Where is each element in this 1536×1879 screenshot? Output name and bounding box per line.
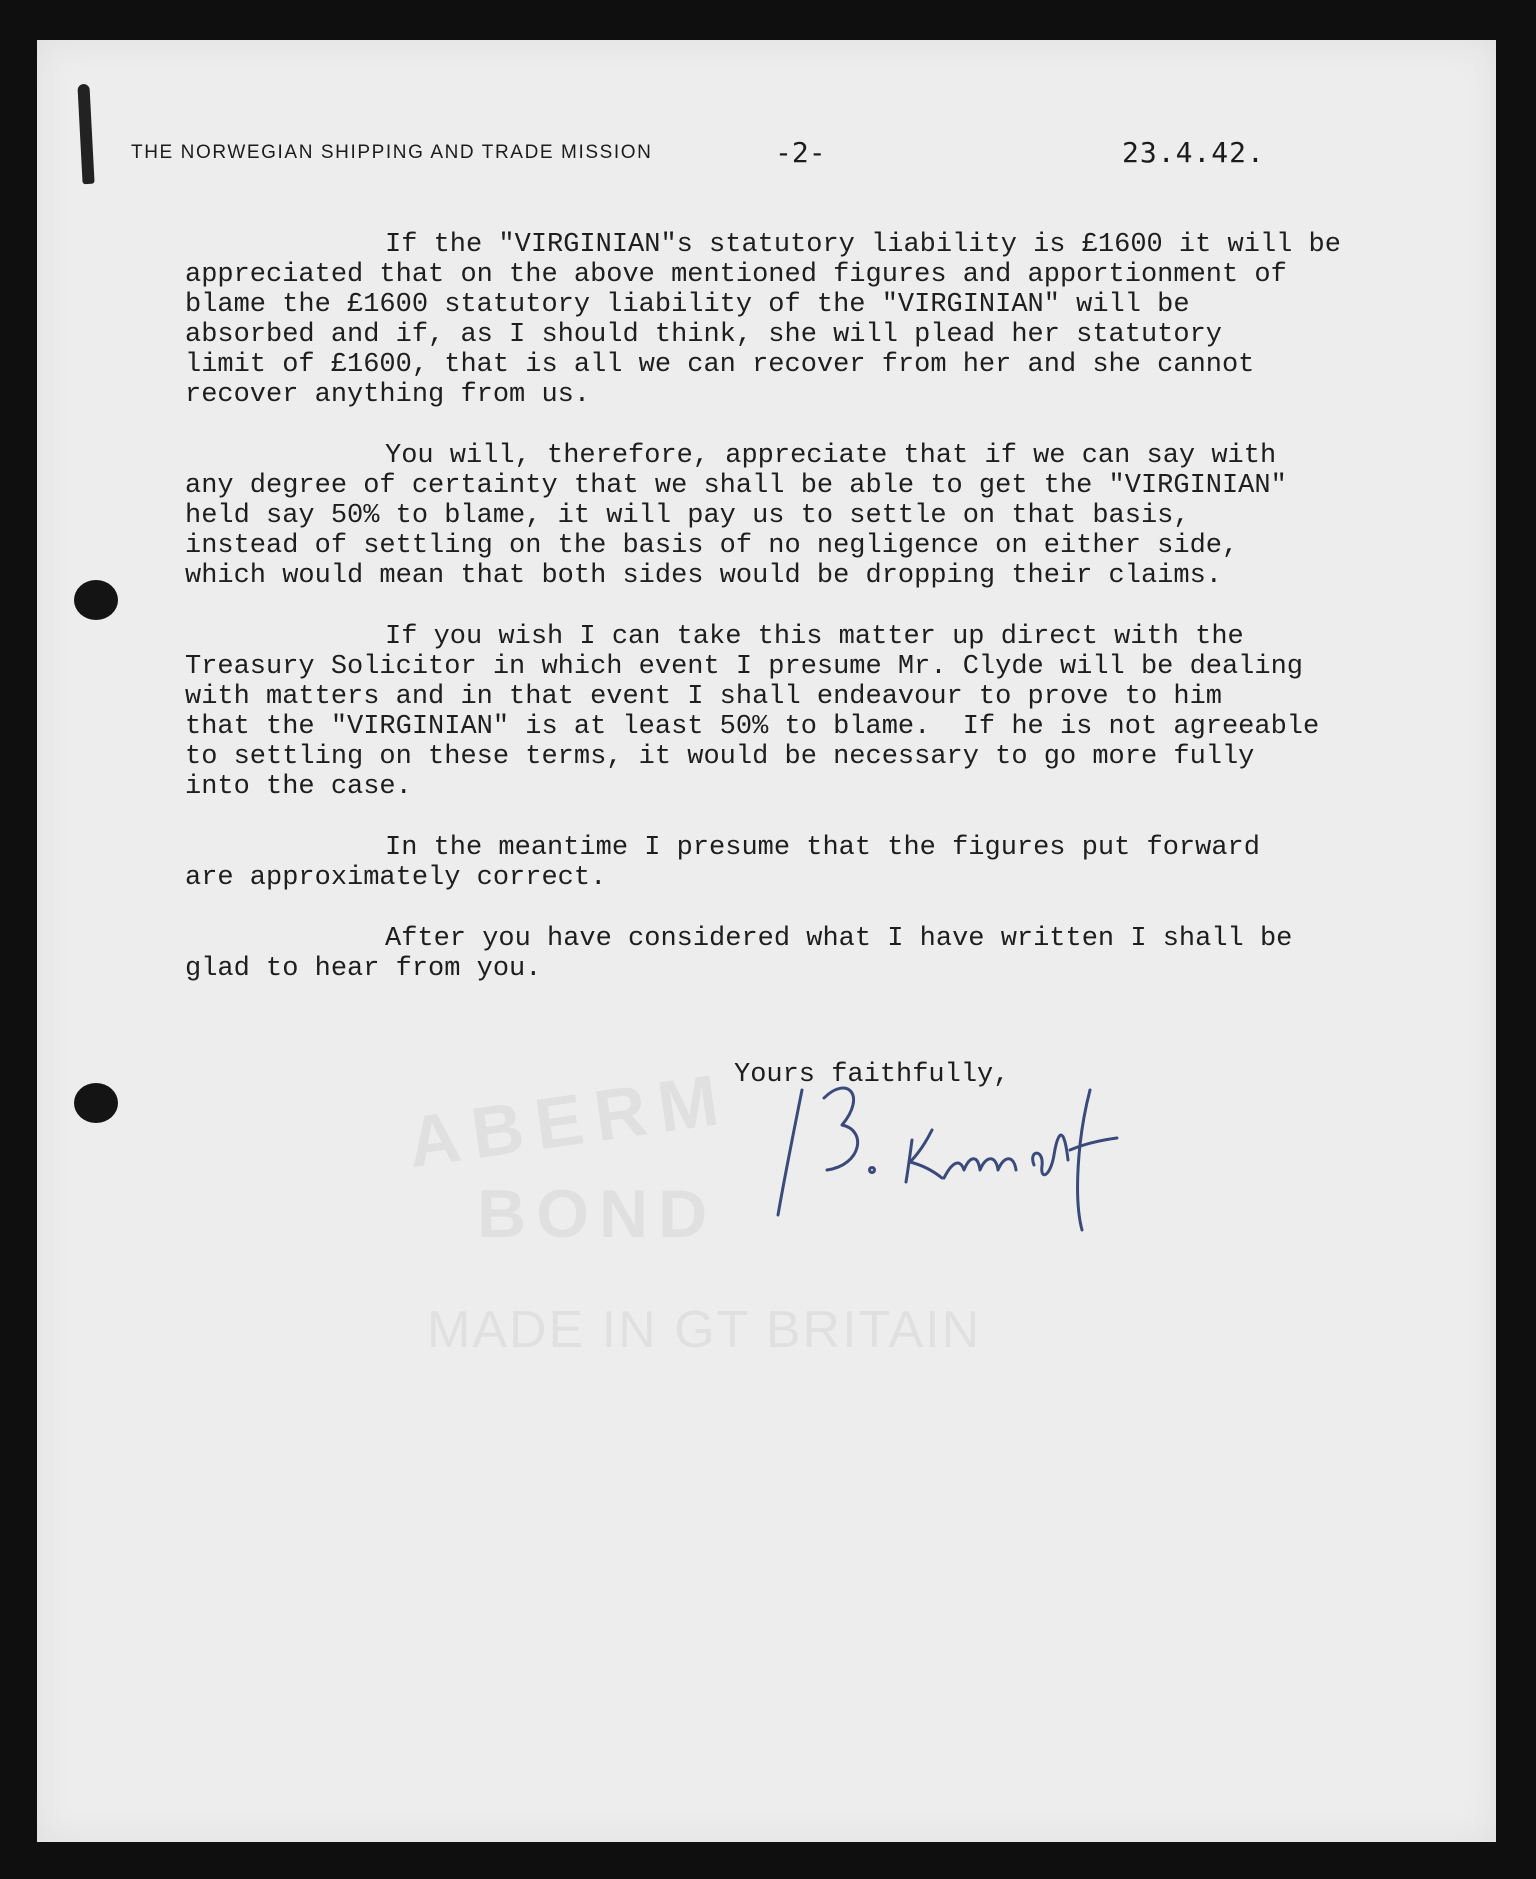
- paragraph: [185, 622, 1475, 802]
- paragraph-line: If the "VIRGINIAN"s statutory liability is £1600 it will be: [385, 230, 1341, 260]
- paragraph-line: instead of settling on the basis of no negligence on either side,: [185, 531, 1239, 561]
- paragraph-line: into the case.: [185, 772, 412, 802]
- paragraph-line: glad to hear from you.: [185, 954, 542, 984]
- page-number: -2-: [775, 136, 826, 169]
- paragraph-line: held say 50% to blame, it will pay us to settle on that basis,: [185, 501, 1190, 531]
- paragraph-line: which would mean that both sides would be dropping their claims.: [185, 561, 1222, 591]
- letter-date: 23.4.42.: [1122, 136, 1265, 169]
- letterhead-organization: THE NORWEGIAN SHIPPING AND TRADE MISSION: [131, 142, 653, 163]
- watermark-line-2: BOND: [477, 1176, 718, 1252]
- ink-mark: [77, 84, 94, 184]
- signature: [772, 1070, 1242, 1240]
- paragraph-line: limit of £1600, that is all we can recover from her and she cannot: [185, 350, 1255, 380]
- letter-body: [185, 230, 1475, 1015]
- letter-page: [37, 40, 1496, 1842]
- watermark-line-3: MADE IN GT BRITAIN: [427, 1301, 982, 1359]
- paragraph: [185, 230, 1475, 410]
- paragraph: [185, 924, 1475, 984]
- paragraph-line: are approximately correct.: [185, 863, 607, 893]
- paragraph: [185, 833, 1475, 893]
- paragraph-line: absorbed and if, as I should think, she will plead her statutory: [185, 320, 1222, 350]
- paragraph-line: You will, therefore, appreciate that if we can say with: [385, 441, 1277, 471]
- paragraph-line: Treasury Solicitor in which event I presume Mr. Clyde will be dealing: [185, 652, 1303, 682]
- punch-hole-top: [74, 580, 118, 620]
- paragraph-line: recover anything from us.: [185, 380, 591, 410]
- closing: Yours faithfully,: [734, 1060, 1010, 1090]
- paragraph-line: blame the £1600 statutory liability of the "VIRGINIAN" will be: [185, 290, 1190, 320]
- punch-hole-bottom: [74, 1083, 118, 1123]
- paragraph-line: If you wish I can take this matter up direct with the: [385, 622, 1244, 652]
- paragraph-line: to settling on these terms, it would be necessary to go more fully: [185, 742, 1255, 772]
- paragraph-line: any degree of certainty that we shall be able to get the "VIRGINIAN": [185, 471, 1287, 501]
- paragraph-line: that the "VIRGINIAN" is at least 50% to blame. If he is not agreeable: [185, 712, 1320, 742]
- paragraph-line: In the meantime I presume that the figures put forward: [385, 833, 1260, 863]
- watermark-line-1: ABERM: [403, 1058, 735, 1184]
- paragraph-line: After you have considered what I have written I shall be: [385, 924, 1293, 954]
- paragraph: [185, 441, 1475, 591]
- paragraph-line: with matters and in that event I shall endeavour to prove to him: [185, 682, 1222, 712]
- paragraph-line: appreciated that on the above mentioned figures and apportionment of: [185, 260, 1287, 290]
